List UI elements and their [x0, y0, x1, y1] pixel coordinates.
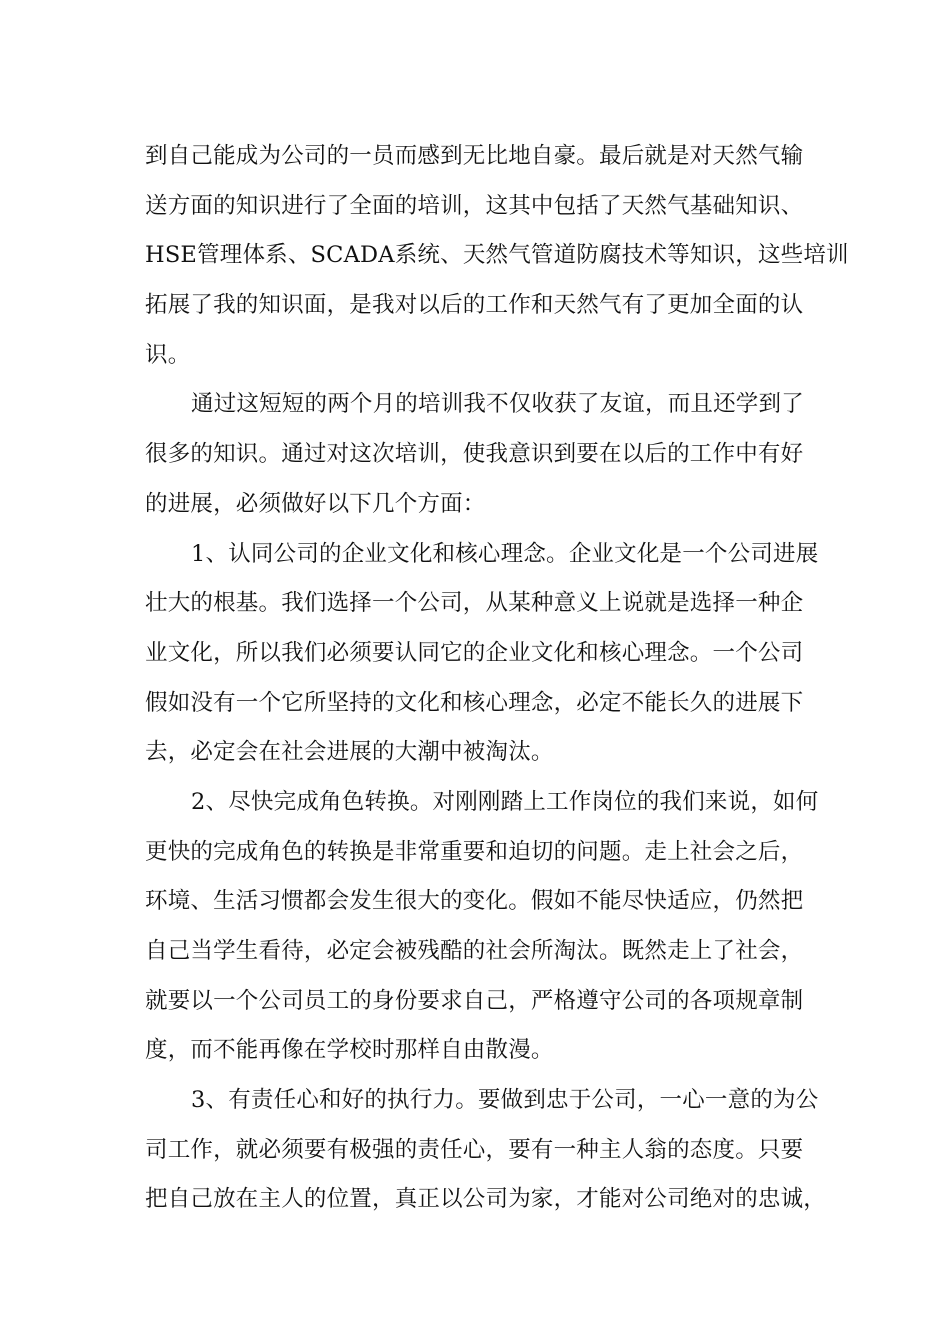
text-line: 很多的知识。通过对这次培训，使我意识到要在以后的工作中有好	[145, 441, 804, 468]
text-line: 司工作，就必须要有极强的责任心，要有一种主人翁的态度。只要	[145, 1136, 804, 1163]
text-line: 送方面的知识进行了全面的培训，这其中包括了天然气基础知识、	[145, 192, 804, 219]
text-line: 环境、生活习惯都会发生很大的变化。假如不能尽快适应，仍然把	[145, 888, 804, 915]
text-line: 3、有责任心和好的执行力。要做到忠于公司，一心一意的为公	[191, 1087, 819, 1114]
body-text	[145, 132, 849, 1225]
text-line: 度，而不能再像在学校时那样自由散漫。	[145, 1037, 554, 1064]
text-line: 识。	[145, 341, 191, 368]
text-line: 1、认同公司的企业文化和核心理念。企业文化是一个公司进展	[191, 540, 819, 567]
text-line: 的进展，必须做好以下几个方面：	[145, 490, 486, 517]
text-line: 就要以一个公司员工的身份要求自己，严格遵守公司的各项规章制	[145, 987, 804, 1014]
text-line: 壮大的根基。我们选择一个公司，从某种意义上说就是选择一种企	[145, 590, 804, 617]
text-line: 自己当学生看待，必定会被残酷的社会所淘汰。既然走上了社会，	[145, 938, 804, 964]
text-line: 拓展了我的知识面，是我对以后的工作和天然气有了更加全面的认	[145, 292, 804, 319]
text-line: 2、尽快完成角色转换。对刚刚踏上工作岗位的我们来说，如何	[191, 788, 819, 815]
text-line: 更快的完成角色的转换是非常重要和迫切的问题。走上社会之后，	[145, 838, 804, 865]
text-line: 假如没有一个它所坚持的文化和核心理念，必定不能长久的进展下	[145, 689, 804, 716]
text-line: 通过这短短的两个月的培训我不仅收获了友谊，而且还学到了	[191, 391, 804, 418]
text-line: 业文化，所以我们必须要认同它的企业文化和核心理念。一个公司	[145, 639, 804, 666]
text-line: 到自己能成为公司的一员而感到无比地自豪。最后就是对天然气输	[145, 143, 804, 169]
text-line: 去，必定会在社会进展的大潮中被淘汰。	[145, 739, 554, 766]
text-line: HSE管理体系、SCADA系统、天然气管道防腐技术等知识，这些培训	[145, 242, 849, 269]
text-line: 把自己放在主人的位置，真正以公司为家，才能对公司绝对的忠诚，	[145, 1186, 827, 1213]
